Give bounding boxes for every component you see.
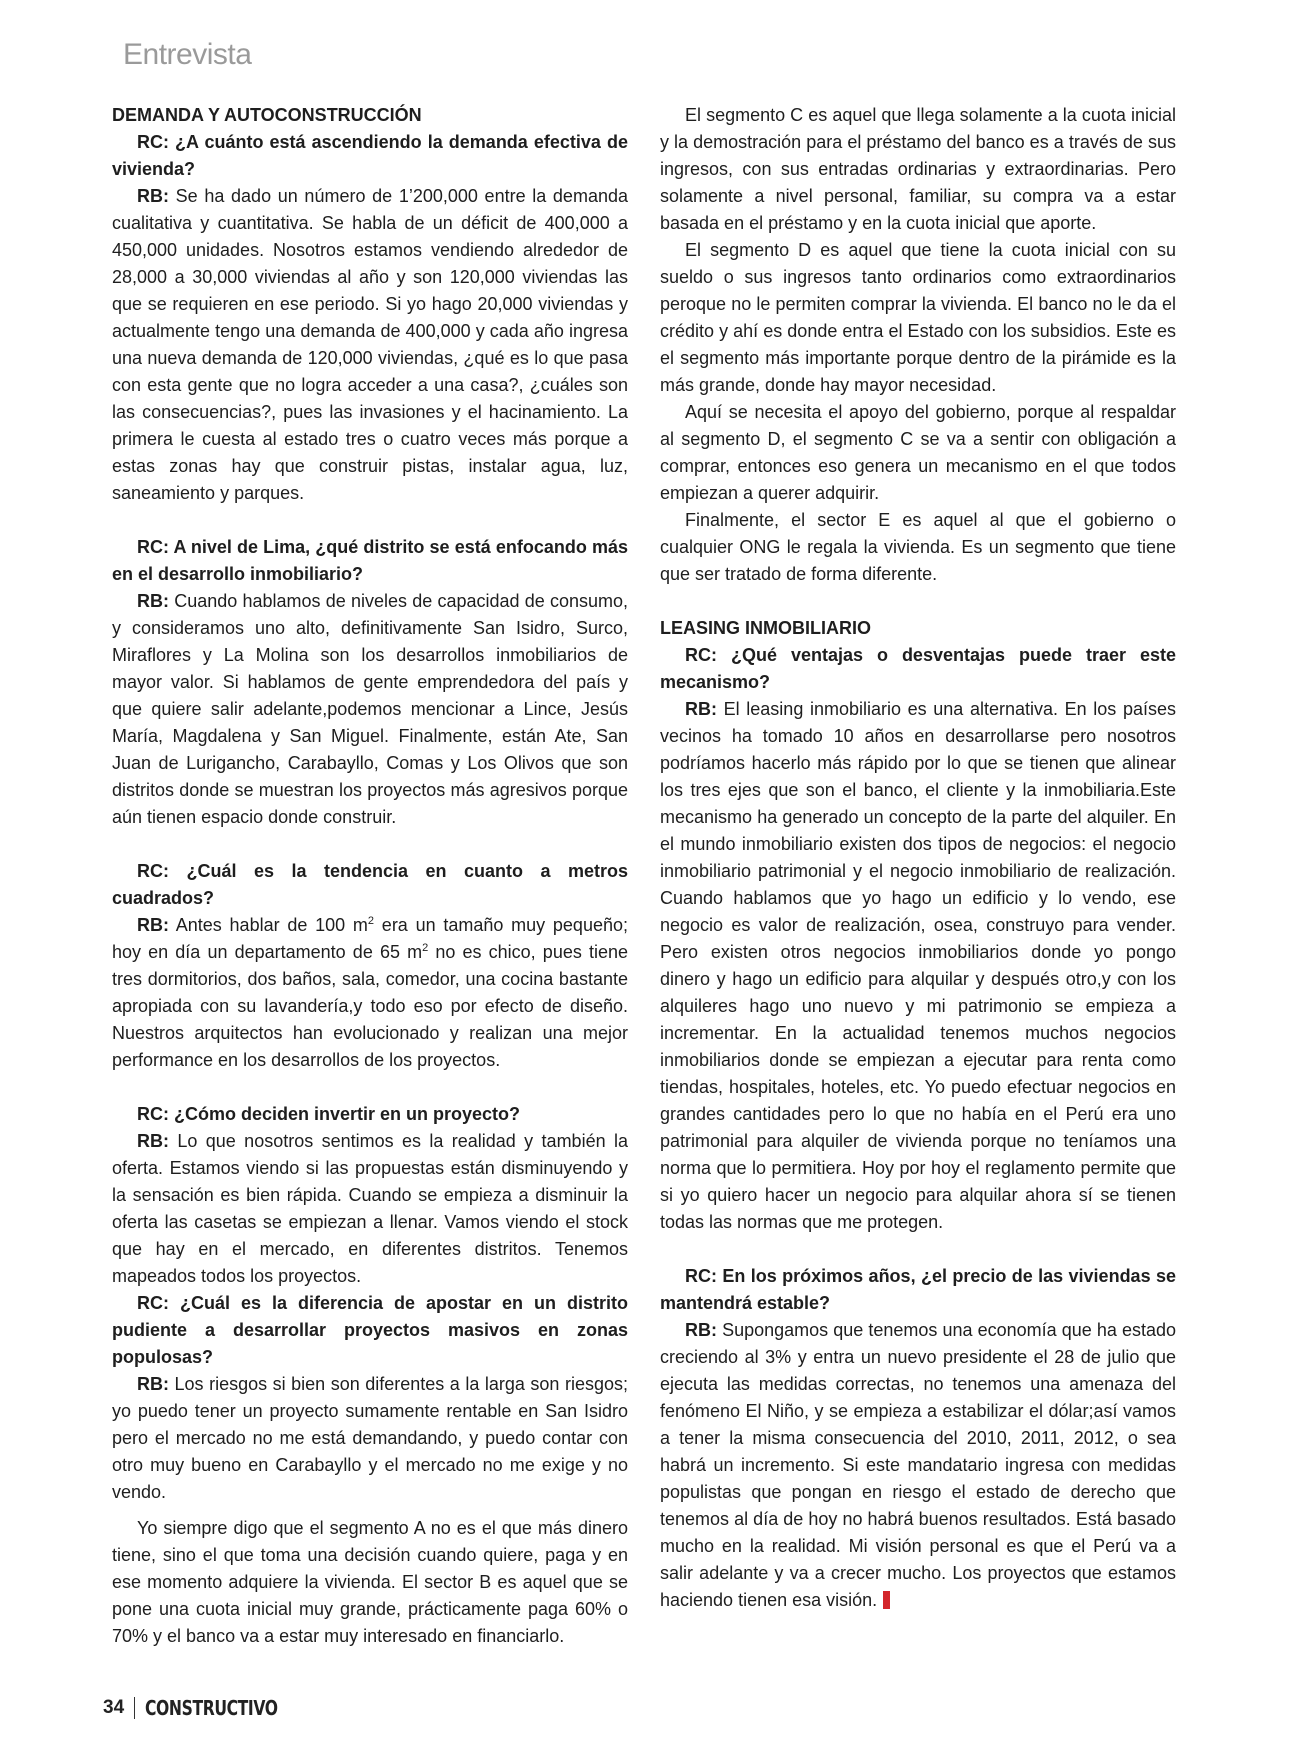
- answer-label: RB:: [685, 699, 717, 719]
- answer: [660, 696, 1176, 1236]
- magazine-name: CONSTRUCTIVO: [145, 1696, 278, 1720]
- question: RC: ¿A cuánto está ascendiendo la demanda efectiva de vivienda?: [112, 132, 628, 179]
- answer: [112, 1371, 628, 1506]
- end-mark-icon: [883, 1591, 890, 1609]
- paragraph: El segmento C es aquel que llega solamente a la cuota inicial y la demostración para el préstamo del banco es a través de sus ingresos, con sus entradas ordinarias y extraordinarias. Pero solamente a nivel personal, familiar, su compra va a estar basada en el préstamo y en la cuota inicial que aporte.: [660, 105, 1176, 233]
- answer-text: era un tamaño muy pequeño; hoy en día un departamento de 65 m: [112, 915, 628, 962]
- superscript: 2: [367, 915, 375, 927]
- question: RC: A nivel de Lima, ¿qué distrito se está enfocando más en el desarrollo inmobiliario?: [112, 537, 628, 584]
- footer-divider: [134, 1697, 135, 1719]
- left-column: [112, 102, 628, 1650]
- paragraph: Finalmente, el sector E es aquel al que el gobierno o cualquier ONG le regala la vivienda. Es un segmento que tiene que ser tratado de forma diferente.: [660, 510, 1176, 584]
- answer: [112, 588, 628, 831]
- paragraph: El segmento D es aquel que tiene la cuota inicial con su sueldo o sus ingresos tanto ordinarios como extraordinarios peroque no le permiten comprar la vivienda. El banco no le da el crédito y ahí es donde entra el Estado con los subsidios. Este es el segmento más importante porque dentro de la pirámide es la más grande, donde hay mayor necesidad.: [660, 240, 1176, 395]
- answer-label: RB:: [137, 591, 169, 611]
- page-number: 34: [103, 1697, 125, 1718]
- answer-text: Lo que nosotros sentimos es la realidad y también la oferta. Estamos viendo si las propuestas están disminuyendo y la sensación es bien rápida. Cuando se empieza a disminuir la oferta las casetas se empiezan a llenar. Vamos viendo el stock que hay en el mercado, en diferentes distritos. Tenemos mapeados todos los proyectos.: [112, 1131, 628, 1286]
- answer: [660, 1317, 1176, 1614]
- answer-label: RB:: [685, 1320, 717, 1340]
- answer-label: RB:: [137, 1131, 169, 1151]
- answer-label: RB:: [137, 915, 169, 935]
- question: RC: ¿Cuál es la tendencia en cuanto a metros cuadrados?: [112, 861, 628, 908]
- answer-text: Supongamos que tenemos una economía que ha estado creciendo al 3% y entra un nuevo presidente el 28 de julio que ejecuta las medidas correctas, no tenemos una amenaza del fenómeno El Niño, y se empieza a estabilizar el dólar;así vamos a tener la misma consecuencia del 2010, 2011, 2012, o sea habrá un incremento. Si este mandatario ingresa con medidas populistas que pongan en riesgo el estado de derecho que tenemos al día de hoy no habrá buenos resultados. Está basado mucho en la realidad. Mi visión personal es que el Perú va a salir adelante y va a crecer mucho. Los proyectos que estamos haciendo tienen esa visión.: [660, 1320, 1176, 1610]
- answer-text: Cuando hablamos de niveles de capacidad de consumo, y consideramos uno alto, definitivamente San Isidro, Surco, Miraflores y La Molina son los desarrollos inmobiliarios de mayor valor. Si hablamos de gente emprendedora del país y que quiere salir adelante,podemos mencionar a Lince, Jesús María, Magdalena y San Miguel. Finalmente, están Ate, San Juan de Lurigancho, Carabayllo, Comas y Los Olivos que son distritos donde se muestran los proyectos más agresivos porque aún tienen espacio donde construir.: [112, 591, 628, 827]
- answer-text: no es chico, pues tiene tres dormitorios, dos baños, sala, comedor, una cocina bastante apropiada con su lavandería,y todo eso por efecto de diseño. Nuestros arquitectos han evolucionado y realizan una mejor performance en los desarrollos de los proyectos.: [112, 942, 628, 1070]
- question: RC: ¿Cómo deciden invertir en un proyecto?: [137, 1104, 521, 1124]
- section-label: Entrevista: [123, 38, 252, 71]
- answer-label: RB:: [137, 1374, 169, 1394]
- answer-label: RB:: [137, 186, 169, 206]
- question: RC: En los próximos años, ¿el precio de las viviendas se mantendrá estable?: [660, 1266, 1176, 1313]
- section-heading: LEASING INMOBILIARIO: [660, 618, 871, 638]
- answer-text: El leasing inmobiliario es una alternativa. En los países vecinos ha tomado 10 años en desarrollarse pero nosotros podríamos hacerlo más rápido por lo que se tienen que alinear los tres ejes que son el banco, el cliente y la inmobiliaria.Este mecanismo ha generado un concepto de la parte del alquiler. En el mundo inmobiliario existen dos tipos de negocios: el negocio inmobiliario patrimonial y el negocio inmobiliario de realización. Cuando hablamos que yo hago un edificio y lo vendo, ese negocio es valor de realización, osea, construyo para vender. Pero existen otros negocios inmobiliarios donde yo pongo dinero y hago un edificio para alquilar y después otro,y con los alquileres hago uno nuevo y mi patrimonio se empieza a incrementar. En la actualidad tenemos muchos negocios inmobiliarios donde se empiezan a ejecutar para renta como tiendas, hospitales, hoteles, etc. Yo puedo efectuar negocios en grandes cantidades pero lo que no había en el Perú era uno patrimonial para alquiler de vivienda porque no teníamos una norma que lo permitiera. Hoy por hoy el reglamento permite que si yo quiero hacer un negocio para alquilar ahora sí se tienen todas las normas que me protegen.: [660, 699, 1176, 1232]
- right-column: [660, 102, 1176, 1614]
- answer-text: Antes hablar de 100 m: [175, 915, 368, 935]
- section-heading: DEMANDA Y AUTOCONSTRUCCIÓN: [112, 105, 422, 125]
- page-footer: [103, 1696, 315, 1720]
- superscript: 2: [422, 942, 429, 954]
- answer: [112, 183, 628, 507]
- paragraph: Aquí se necesita el apoyo del gobierno, porque al respaldar al segmento D, el segmento C se va a sentir con obligación a comprar, entonces eso genera un mecanismo en el que todos empiezan a querer adquirir.: [660, 402, 1176, 503]
- answer-text: Se ha dado un número de 1’200,000 entre la demanda cualitativa y cuantitativa. Se habla de un déficit de 400,000 a 450,000 unidades. Nosotros estamos vendiendo alrededor de 28,000 a 30,000 viviendas al año y son 120,000 viviendas las que se requieren en ese periodo. Si yo hago 20,000 viviendas y actualmente tengo una demanda de 400,000 y cada año ingresa una nueva demanda de 120,000 viviendas, ¿qué es lo que pasa con esta gente que no logra acceder a una casa?, ¿cuáles son las consecuencias?, pues las invasiones y el hacinamiento. La primera le cuesta al estado tres o cuatro veces más porque a estas zonas hay que construir pistas, instalar agua, luz, saneamiento y parques.: [112, 186, 628, 503]
- answer-text: Los riesgos si bien son diferentes a la larga son riesgos; yo puedo tener un proyecto sumamente rentable en San Isidro pero el mercado no me está demandando, y puedo contar con otro muy bueno en Carabayllo y el mercado no me exige y no vendo.: [112, 1374, 628, 1502]
- question: RC: ¿Qué ventajas o desventajas puede traer este mecanismo?: [660, 645, 1176, 692]
- question: RC: ¿Cuál es la diferencia de apostar en un distrito pudiente a desarrollar proyectos masivos en zonas populosas?: [112, 1293, 628, 1367]
- paragraph: Yo siempre digo que el segmento A no es el que más dinero tiene, sino el que toma una decisión cuando quiere, paga y en ese momento adquiere la vivienda. El sector B es aquel que se pone una cuota inicial muy grande, prácticamente paga 60% o 70% y el banco va a estar muy interesado en financiarlo.: [112, 1518, 628, 1646]
- answer: [112, 1128, 628, 1290]
- answer: [112, 912, 628, 1074]
